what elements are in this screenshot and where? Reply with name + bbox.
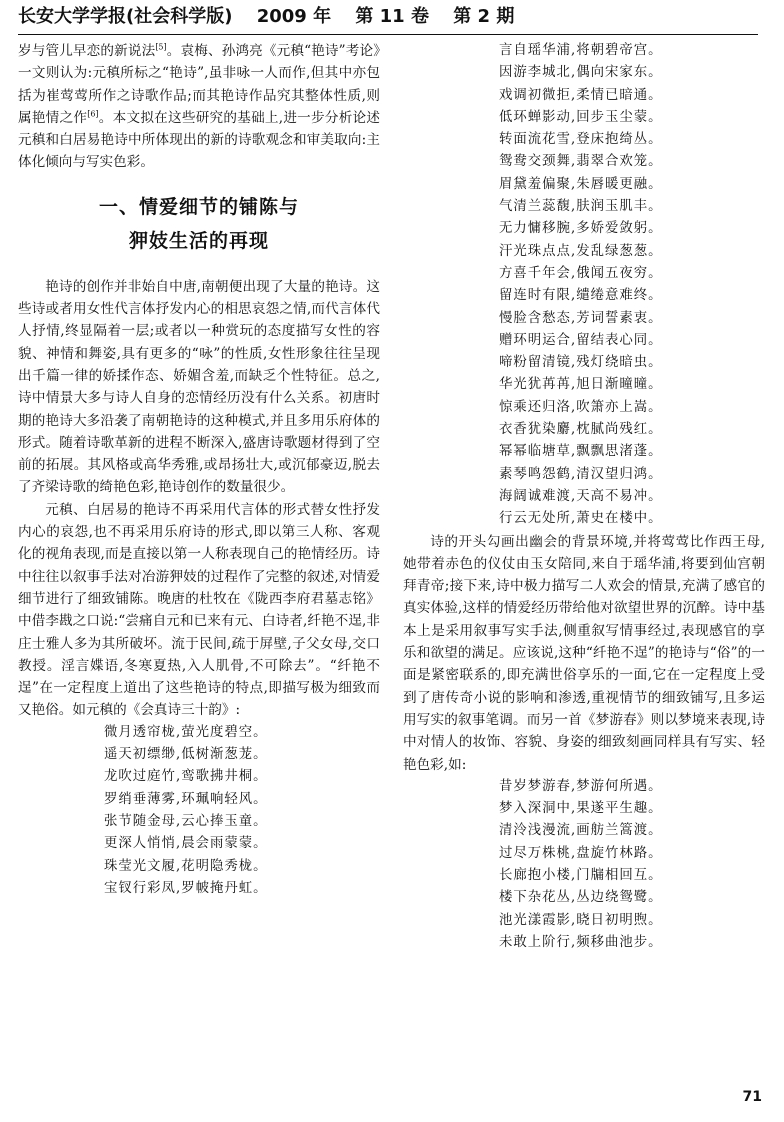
poem-line: 低环蝉影动,回步玉尘蒙。 xyxy=(499,109,663,125)
journal-issue: 第 2 期 xyxy=(453,6,515,27)
poem-line: 转面流花雪,登床抱绮丛。 xyxy=(499,132,663,148)
body-paragraph-3: 诗的开头勾画出幽会的背景环境,并将莺莺比作西王母,她带着赤色的仪仗由玉女陪同,来自于瑶华浦,将要到仙宫朝拜青帝;接下来,诗中极力描写二人欢会的情景,充满了感官的真实体验,这样的情爱经历带给他对欲望世界的沉醉。诗中基本上是采用叙事写实手法,侧重叙写情事经过,表现感官的享乐和欲望的满足。应该说,这种“纤艳不逞”的艳诗与“俗”的一面是紧密联系的,即充满世俗享乐的一面,它在一定程度上受到了唐传奇小说的影响和渗透,重视情节的细致铺写,且多运用写实的叙事笔调。而另一首《梦游春》则以梦境来表现,诗中对情人的妆饰、容貌、身姿的细致刻画同样具有写实、轻艳色彩,如: xyxy=(403,533,765,773)
poem-line: 龙吹过庭竹,鸾歌拂井桐。 xyxy=(104,769,268,785)
poem-line: 因游李城北,偶向宋家东。 xyxy=(499,65,663,81)
journal-volume: 第 11 卷 xyxy=(355,6,429,27)
body-paragraph-1: 艳诗的创作并非始自中唐,南朝便出现了大量的艳诗。这些诗或者用女性代言体抒发内心的相思哀怨之情,而代言体代人抒情,终显隔着一层;或者以一种赏玩的态度描写女性的容貌、神情和舞姿,具有更多的“咏”的性质,女性形象往往呈现出千篇一律的娇揉作态、娇媚含羞,而缺乏个性特征。总之,诗中情景大多与诗人自身的恋情经历没有什么关系。初唐时期的艳诗大多沿袭了南朝艳诗的这种模式,并且多用乐府体的形式。随着诗歌革新的进程不断深入,盛唐诗歌题材得到了空前的拓展。其风格或高华秀雅,或昂扬壮大,或沉郁豪迈,脱去了齐梁诗歌的绮艳色彩,艳诗创作的数量很少。 xyxy=(18,278,380,496)
poem-line: 张节随金母,云心捧玉童。 xyxy=(104,813,268,829)
poem-line: 无力慵移腕,多娇爱敛躬。 xyxy=(499,221,663,237)
header-divider xyxy=(18,34,758,35)
poem-line: 过尽万株桃,盘旋竹林路。 xyxy=(499,845,663,861)
poem-line: 言自瑶华浦,将朝碧帝宫。 xyxy=(499,43,663,58)
poem-line: 行云无处所,萧史在楼中。 xyxy=(499,511,663,527)
right-column xyxy=(403,40,765,954)
poem-line: 鸳鸯交颈舞,翡翠合欢笼。 xyxy=(499,154,663,170)
poem-line: 幂幂临塘草,飘飘思渚蓬。 xyxy=(499,444,663,460)
poem-line: 戏调初微拒,柔情已暗通。 xyxy=(499,87,663,103)
journal-year: 2009 年 xyxy=(256,6,332,27)
poem-huizhen-part2 xyxy=(403,40,765,531)
intro-paragraph: 岁与管儿早恋的新说法[5]。袁梅、孙鸿亮《元稹“艳诗”考论》一文则认为:元稹所标之“艳诗”,虽非咏一人而作,但其中亦包括为崔莺莺所作之诗歌作品;而其艳诗作品究其整体性质,则属艳情之作[6]。本文拟在这些研究的基础上,进一步分析论述元稹和白居易艳诗中所体现出的新的诗歌观念和审美取向:主体化倾向与写实色彩。 xyxy=(18,42,380,171)
poem-line: 楼下杂花丛,丛边绕鸳鹭。 xyxy=(499,890,663,906)
poem-line: 方喜千年会,俄闻五夜穷。 xyxy=(499,265,663,281)
poem-line: 海阔诚难渡,天高不易冲。 xyxy=(499,488,663,504)
page-number: 71 xyxy=(742,1089,762,1105)
poem-line: 惊乘还归洛,吹箫亦上嵩。 xyxy=(499,399,663,415)
section-heading xyxy=(18,190,380,258)
section-heading-line1: 一、情爱细节的铺陈与 xyxy=(98,195,299,218)
running-header xyxy=(18,0,766,34)
journal-title: 长安大学学报(社会科学版) xyxy=(18,6,233,27)
poem-line: 未敢上阶行,频移曲池步。 xyxy=(499,934,663,950)
poem-line: 汗光珠点点,发乱绿葱葱。 xyxy=(499,243,663,259)
poem-line: 遥天初缥缈,低树渐葱茏。 xyxy=(104,747,268,763)
poem-line: 素琴鸣怨鹤,清汉望归鸿。 xyxy=(499,466,663,482)
poem-line: 留连时有限,缱绻意难终。 xyxy=(499,288,663,304)
poem-line: 华光犹苒苒,旭日渐曈曈。 xyxy=(499,377,663,393)
poem-line: 长廊抱小楼,门牖相回互。 xyxy=(499,867,663,883)
poem-line: 慢脸含愁态,芳词誓素衷。 xyxy=(499,310,663,326)
poem-line: 清泠浅漫流,画舫兰篙渡。 xyxy=(499,823,663,839)
poem-huizhen-part1 xyxy=(18,722,380,900)
poem-line: 啼粉留清镜,残灯绕暗虫。 xyxy=(499,355,663,371)
poem-line: 宝钗行彩凤,罗帔掩丹虹。 xyxy=(104,880,268,896)
poem-line: 昔岁梦游春,梦游何所遇。 xyxy=(499,778,663,794)
poem-line: 池光漾霞影,晓日初明煦。 xyxy=(499,912,663,928)
poem-line: 眉黛羞偏聚,朱唇暖更融。 xyxy=(499,176,663,192)
poem-line: 气清兰蕊馥,肤润玉肌丰。 xyxy=(499,199,663,215)
poem-line: 罗绡垂薄雾,环珮响轻风。 xyxy=(104,791,268,807)
poem-line: 更深人悄悄,晨会雨蒙蒙。 xyxy=(104,836,268,852)
section-heading-line2: 狎妓生活的再现 xyxy=(128,229,269,252)
poem-line: 衣香犹染麝,枕腻尚残红。 xyxy=(499,422,663,438)
poem-line: 微月透帘栊,萤光度碧空。 xyxy=(104,724,268,740)
poem-line: 梦入深洞中,果遂平生趣。 xyxy=(499,801,663,817)
poem-line: 珠莹光文履,花明隐秀栊。 xyxy=(104,858,268,874)
poem-line: 赠环明运合,留结表心同。 xyxy=(499,332,663,348)
left-column xyxy=(18,40,380,900)
body-paragraph-2: 元稹、白居易的艳诗不再采用代言体的形式替女性抒发内心的哀怨,也不再采用乐府诗的形式,即以第三人称、客观化的视角表现,而是直接以第一人称表现自己的艳情经历。诗中往往以叙事手法对冶游狎妓的过程作了完整的叙述,对情爱细节进行了细致铺陈。晚唐的杜牧在《陇西李府君墓志铭》中借李戡之口说:“尝痛自元和已来有元、白诗者,纤艳不逞,非庄士雅人多为其所破坏。流于民间,疏于屏壁,子父女母,交口教授。淫言媟语,冬寒夏热,入人肌骨,不可除去”。“纤艳不逞”在一定程度上道出了这些艳诗的特点,即描写极为细致而又艳俗。如元稹的《会真诗三十韵》: xyxy=(18,501,380,719)
poem-mengyouchun xyxy=(403,776,765,954)
